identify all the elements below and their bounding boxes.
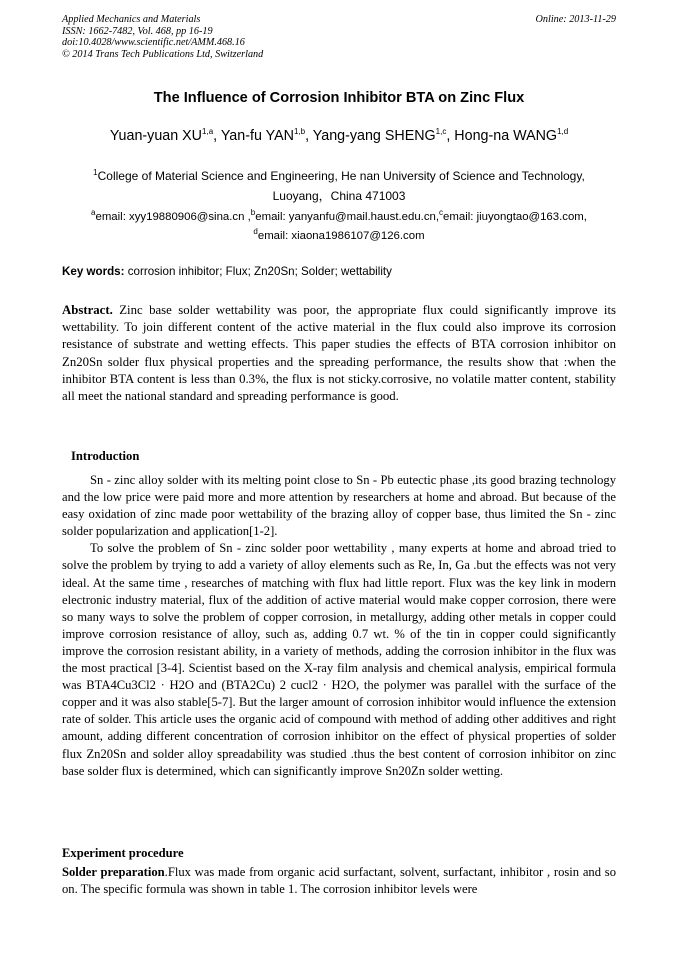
- author-affiliation-mark: 1,a: [202, 127, 214, 137]
- author-name: Yang-yang SHENG: [312, 128, 436, 144]
- journal-copyright: © 2014 Trans Tech Publications Ltd, Switzerland: [62, 48, 264, 60]
- journal-header: [62, 14, 616, 60]
- email-mark-b: b: [250, 208, 256, 218]
- keywords-label: Key words:: [62, 265, 125, 278]
- journal-issn: ISSN: 1662-7482, Vol. 468, pp 16-19: [62, 25, 213, 37]
- journal-name: Applied Mechanics and Materials: [62, 14, 201, 25]
- email-mark-c: c: [439, 208, 444, 218]
- email-c: email: jiuyongtao@163.com,: [443, 211, 587, 223]
- introduction-paragraph: Sn - zinc alloy solder with its melting point close to Sn - Pb eutectic phase ,its good brazing technology and the low price were paid more and more attention by researchers at home and abroad. But because of the easy oxidation of zinc made poor wettability of the brazing alloy of copper base, thus limited the Sn - zinc solder popularization and application[1-2].: [62, 473, 616, 539]
- solder-preparation-label: Solder preparation: [62, 865, 165, 879]
- introduction-body: [62, 472, 616, 780]
- experiment-heading: Experiment procedure: [62, 846, 184, 860]
- email-d: email: xiaona1986107@126.com: [257, 230, 425, 242]
- author-name: Yan-fu YAN: [220, 128, 294, 144]
- online-date: Online: 2013-11-29: [535, 14, 616, 25]
- introduction-heading: Introduction: [71, 449, 140, 463]
- affiliation-mark: 1: [93, 168, 98, 177]
- author-emails: [62, 208, 616, 246]
- keywords-text: corrosion inhibitor; Flux; Zn20Sn; Solder; wettability: [124, 265, 392, 278]
- abstract: [62, 302, 616, 405]
- author-list: [0, 128, 678, 144]
- author-name: Hong-na WANG: [454, 128, 558, 144]
- email-a: email: xyy19880906@sina.cn ,: [95, 211, 251, 223]
- author-separator: ,: [446, 128, 455, 144]
- abstract-text: Zinc base solder wettability was poor, the appropriate flux could significantly improve its wettability. To join different content of the active material in the flux could also improve its corrosion resistance of substrate and wetting effects. This paper studies the effects of BTA corrosion inhibitor on Zn20Sn solder flux physical properties and the spreading performance, the results show that :when the inhibitor BTA content is less than 0.3%, the flux is not sticky.corrosive, no volatile matter content, stability all meet the national standard and spreading performance is good.: [62, 303, 616, 404]
- keywords: [62, 265, 616, 278]
- experiment-text: .Flux was made from organic acid surfactant, solvent, surfactant, inhibitor , rosin and so on. The specific formula was shown in table 1. The corrosion inhibitor levels were: [62, 865, 616, 897]
- introduction-paragraph: To solve the problem of Sn - zinc solder poor wettability , many experts at home and abroad tried to solve the problem by trying to add a variety of alloy elements such as Re, In, Ga .but the effects was not very ideal. At the same time , researches of matching with flux had little report. Flux was the key link in modern electronic industry material, flux of the addition of active material would make copper corrosion, there were so many ways to solve the problem of copper corrosion, in metallurgy, adding other metals in copper could improve corrosion resistance of alloy, such as, adding 0.7 wt. % of the tin in copper could significantly improve the corrosion resistant ability, in a variety of methods, adding the corrosion inhibitor in the flux was the most practical [3-4]. Scientist based on the X-ray film analysis and chemical analysis, empirical formula was BTA4Cu3Cl2 · H2O and (BTA2Cu) 2 cucl2 · H2O, the polymer was parallel with the surface of the copper and it was also stable[5-7]. But the larger amount of corrosion inhibitor would influence the extension rate of solder. This article uses the organic acid of compound with method of adding other additives and right amount, adding different concentration of corrosion inhibitor on the effect of physical properties of solder flux Zn20Sn and solder alloy spreadability was studied .thus the best content of corrosion inhibitor on zinc base solder flux is determined, which can significantly improve Sn20Zn solder wetting.: [62, 541, 616, 778]
- author-separator: ,: [305, 128, 313, 144]
- email-mark-a: a: [91, 208, 96, 218]
- journal-doi: doi:10.4028/www.scientific.net/AMM.468.16: [62, 37, 245, 49]
- author-separator: ,: [213, 128, 221, 144]
- email-b: email: yanyanfu@mail.haust.edu.cn,: [255, 211, 440, 223]
- affiliation-line-1: College of Material Science and Engineering, He nan University of Science and Technology,: [97, 169, 585, 183]
- author-affiliation-mark: 1,d: [557, 127, 569, 137]
- author-affiliation-mark: 1,c: [435, 127, 447, 137]
- email-mark-d: d: [253, 227, 258, 237]
- author-affiliation-mark: 1,b: [293, 127, 306, 137]
- affiliation-line-2: Luoyang，China 471003: [272, 189, 406, 203]
- abstract-label: Abstract.: [62, 303, 113, 317]
- paper-title: The Influence of Corrosion Inhibitor BTA on Zinc Flux: [153, 90, 525, 106]
- affiliation: [62, 166, 616, 206]
- experiment-body: [62, 864, 616, 898]
- author-name: Yuan-yuan XU: [109, 128, 203, 144]
